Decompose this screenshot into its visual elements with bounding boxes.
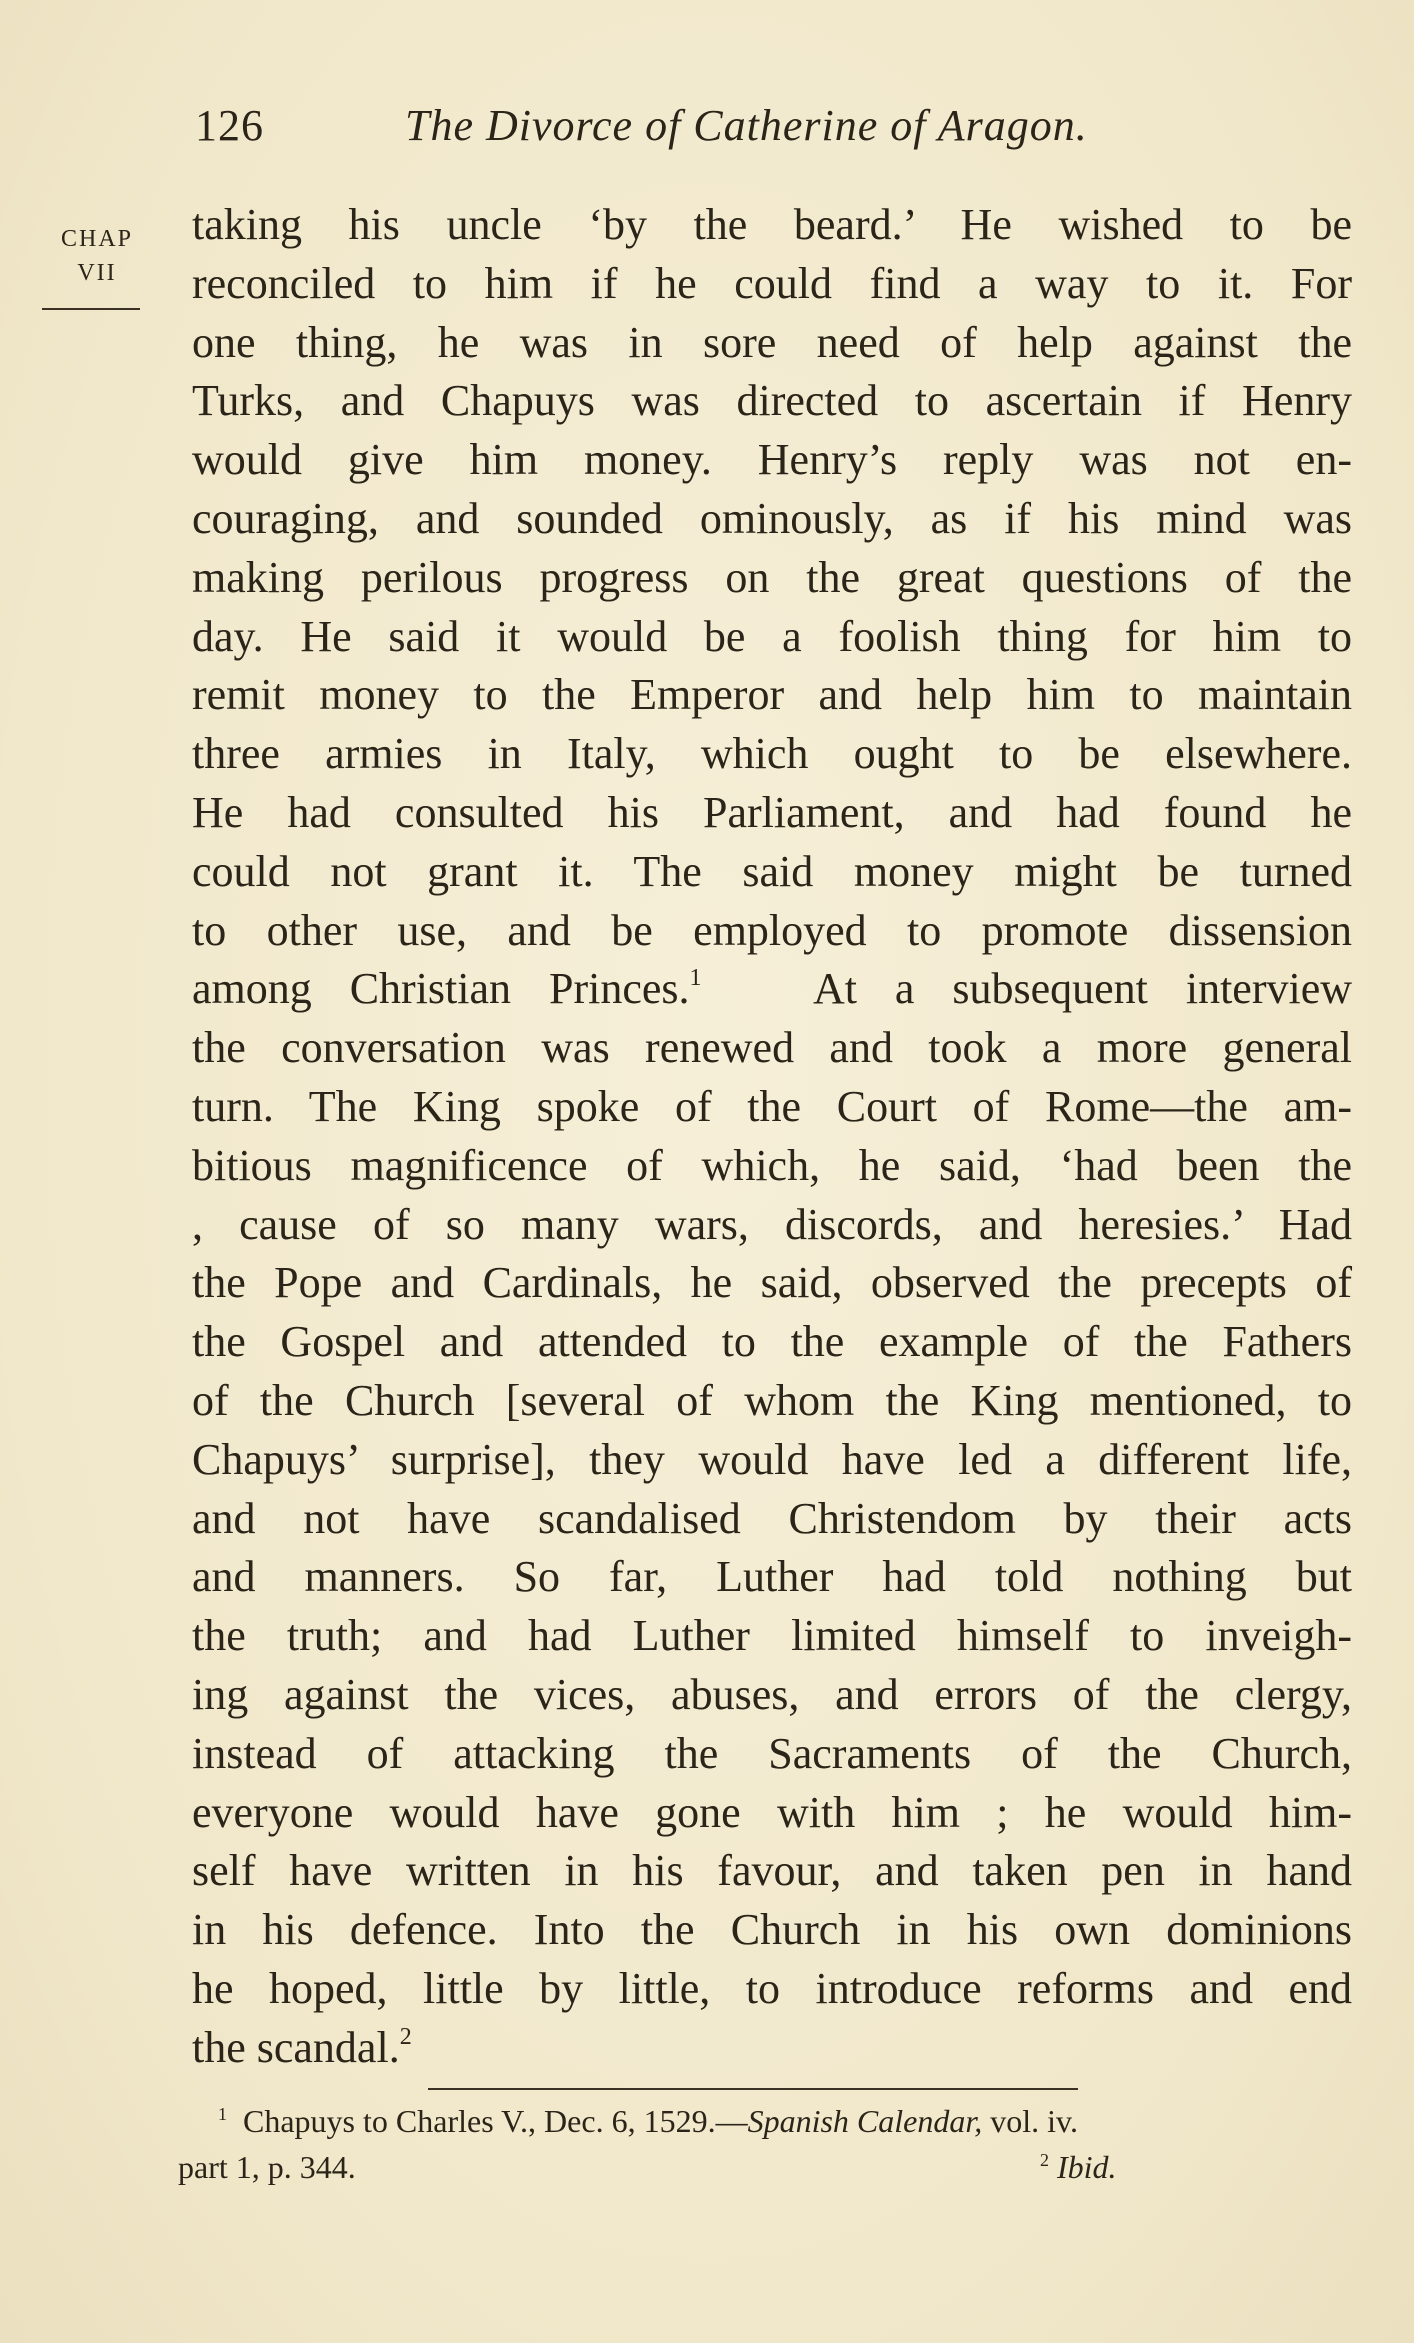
text-line: the Pope and Cardinals, he said, observed the precepts of (192, 1258, 1352, 1308)
text-line: self have written in his favour, and taken pen in hand (192, 1846, 1352, 1896)
footnote-1-continuation: part 1, p. 344. (178, 2149, 356, 2185)
text-line: He had consulted his Parliament, and had found he (192, 787, 1352, 837)
footnote-ref-1: 1 (689, 965, 702, 992)
text-line: could not grant it. The said money might be turned (192, 846, 1352, 896)
text-line: ing against the vices, abuses, and errors of the clergy, (192, 1669, 1352, 1719)
text-line: reconciled to him if he could find a way to it. For (192, 258, 1352, 308)
footnote-1 (178, 2098, 1353, 2144)
text-line: Chapuys’ surprise], they would have led a different life, (192, 1434, 1352, 1484)
footnote-1-tail: vol. iv. (990, 2103, 1078, 2139)
text-line: couraging, and sounded ominously, as if his mind was (192, 493, 1352, 543)
chapter-number: VII (77, 260, 117, 286)
text-line: the conversation was renewed and took a more general (192, 1023, 1352, 1073)
text-line: the Gospel and attended to the example of the Fathers (192, 1317, 1352, 1367)
chapter-label: CHAP (60, 226, 134, 252)
text-segment: among Christian Princes. (192, 964, 690, 1014)
text-segment: the scandal. (192, 2022, 400, 2072)
text-line: would give him money. Henry’s reply was not en- (192, 435, 1352, 485)
text-line: and not have scandalised Christendom by their acts (192, 1493, 1352, 1543)
text-line: of the Church [several of whom the King mentioned, to (192, 1375, 1352, 1425)
footnote-2-mark: 2 (1040, 2150, 1049, 2170)
text-line-with-footnote (192, 960, 1352, 1019)
text-line: to other use, and be employed to promote dissension (192, 905, 1352, 955)
text-line: day. He said it would be a foolish thing for him to (192, 611, 1352, 661)
footnote-ref-2: 2 (399, 2023, 412, 2050)
page-header (0, 100, 1414, 160)
text-line: instead of attacking the Sacraments of the Church, (192, 1728, 1352, 1778)
footnote-rule (428, 2088, 1078, 2090)
text-line: everyone would have gone with him ; he would him- (192, 1787, 1352, 1837)
footnote-2 (1040, 2144, 1117, 2190)
text-line: one thing, he was in sore need of help against the (192, 317, 1352, 367)
text-segment: At a subsequent interview (812, 964, 1353, 1014)
text-line: he hoped, little by little, to introduce reforms and end (192, 1963, 1352, 2013)
text-line: the truth; and had Luther limited himself to inveigh- (192, 1611, 1352, 1661)
footnote-1-text: Chapuys to Charles V., Dec. 6, 1529.— (243, 2103, 748, 2139)
text-line: taking his uncle ‘by the beard.’ He wished to be (192, 200, 1352, 249)
footnotes (178, 2098, 1353, 2190)
body-text (192, 196, 1352, 2078)
footnote-2-text: Ibid. (1057, 2149, 1117, 2185)
text-line-with-footnote (192, 2019, 1352, 2078)
text-line: in his defence. Into the Church in his own dominions (192, 1905, 1352, 1955)
text-line: making perilous progress on the great questions of the (192, 552, 1352, 602)
page-number: 126 (195, 101, 264, 150)
text-line: turn. The King spoke of the Court of Rome—the am- (192, 1081, 1352, 1131)
text-line: three armies in Italy, which ought to be elsewhere. (192, 729, 1352, 779)
margin-rule (42, 308, 140, 310)
text-line: , cause of so many wars, discords, and heresies.’ Had (192, 1199, 1352, 1249)
footnote-1-source: Spanish Calendar, (747, 2103, 983, 2139)
text-line: Turks, and Chapuys was directed to ascertain if Henry (192, 376, 1352, 426)
text-line: bitious magnificence of which, he said, ‘had been the (192, 1140, 1352, 1190)
chapter-margin-note (48, 222, 146, 290)
text-line: and manners. So far, Luther had told nothing but (192, 1552, 1352, 1602)
footnote-1-mark: 1 (218, 2104, 227, 2124)
footnote-row-2 (178, 2144, 1353, 2190)
running-title: The Divorce of Catherine of Aragon. (405, 101, 1088, 150)
text-line: remit money to the Emperor and help him to maintain (192, 670, 1352, 720)
